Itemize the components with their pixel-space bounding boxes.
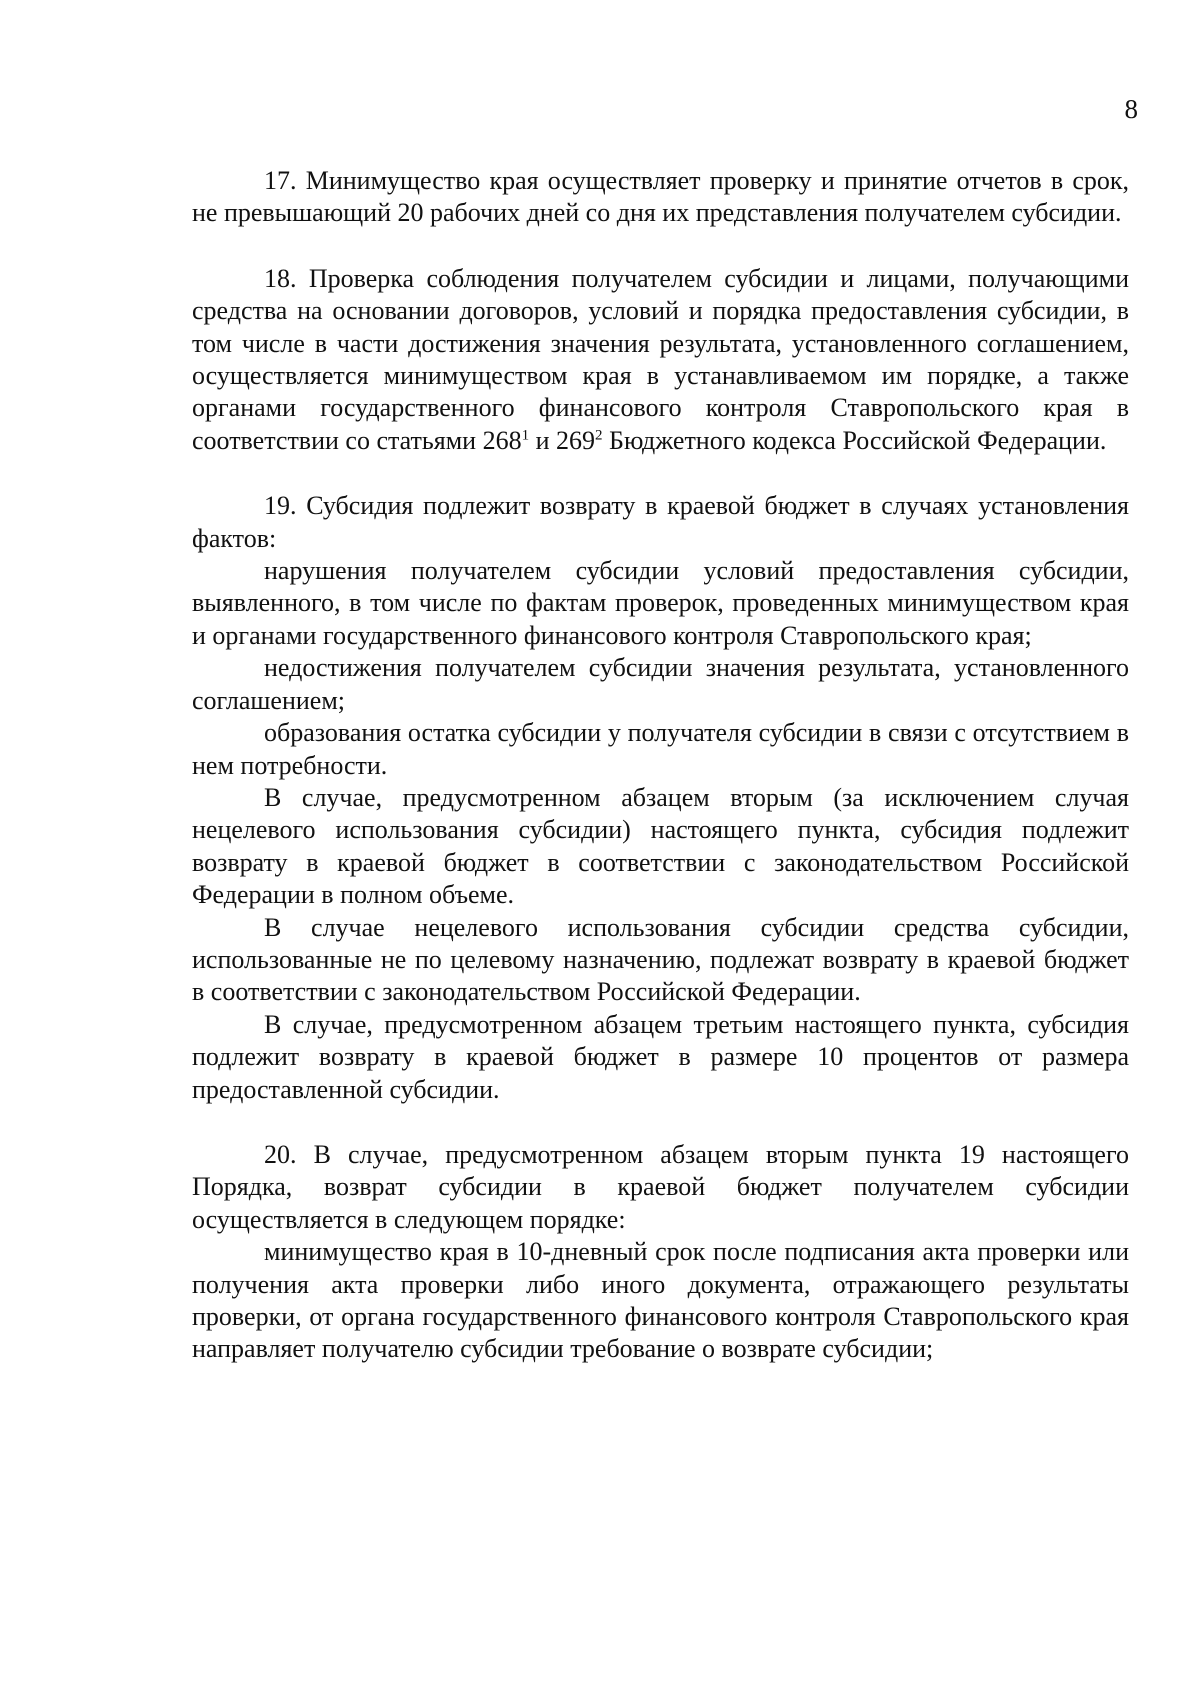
paragraph-20-procedure: минимущество края в 10-дневный срок после подписания акта проверки или получения акта проверки либо иного документа, отражающего результаты проверки, от органа государственного финансового контроля Ставропольского края направляет получателю субсидии требование о возврате субсидии; — [192, 1237, 1129, 1364]
paragraph-19-case-second: В случае, предусмотренном абзацем вторым (за исключением случая нецелевого использования субсидии) настоящего пункта, субсидия подлежит возврату в краевой бюджет в соответствии с законодательством Российской Федерации в полном объеме. — [192, 782, 1129, 910]
paragraph-19-intro: 19. Субсидия подлежит возврату в краевой бюджет в случаях установления фактов: — [192, 491, 1129, 553]
paragraph-19-case-third: В случае, предусмотренном абзацем третьим настоящего пункта, субсидия подлежит возврату в краевой бюджет в размере 10 процентов от размера предоставленной субсидии. — [192, 1009, 1129, 1104]
superscript-1: 1 — [521, 427, 530, 444]
superscript-2: 2 — [595, 427, 603, 444]
paragraph-17: 17. Минимущество края осуществляет проверку и принятие отчетов в срок, не превышающий 20 рабочих дней со дня их представления получателем субсидии. — [192, 166, 1129, 228]
paragraph-18-text-c: Бюджетного кодекса Российской Федерации. — [602, 425, 1107, 455]
paragraph-19-remainder: образования остатка субсидии у получателя субсидии в связи с отсутствием в нем потребности. — [192, 718, 1129, 780]
paragraph-18-text-a: 18. Проверка соблюдения получателем субсидии и лицами, получающими средства на основании договоров, условий и порядка предоставления субсидии, в том числе в части достижения значения результата, установленного соглашением, осуществляется минимуществом края в устанавливаемом им порядке, а также органами государственного финансового контроля Ставропольского края в соответствии со статьями 268 — [192, 263, 1129, 455]
paragraph-19-violation: нарушения получателем субсидии условий предоставления субсидии, выявленного, в том числе по фактам проверок, проведенных минимуществом края и органами государственного финансового контроля Ставропольского края; — [192, 556, 1129, 650]
page-number: 8 — [1124, 94, 1138, 124]
paragraph-18-text-b: и 269 — [529, 425, 596, 455]
document-body — [192, 165, 1129, 1366]
paragraph-18 — [192, 263, 1129, 457]
paragraph-20-intro: 20. В случае, предусмотренном абзацем вторым пункта 19 настоящего Порядка, возврат субсидии в краевой бюджет получателем субсидии осуществляется в следующем порядке: — [192, 1139, 1129, 1234]
paragraph-19-misuse: В случае нецелевого использования субсидии средства субсидии, использованные не по целевому назначению, подлежат возврату в краевой бюджет в соответствии с законодательством Российской Федерации. — [192, 912, 1129, 1007]
paragraph-19-result: недостижения получателем субсидии значения результата, установленного соглашением; — [192, 653, 1129, 715]
